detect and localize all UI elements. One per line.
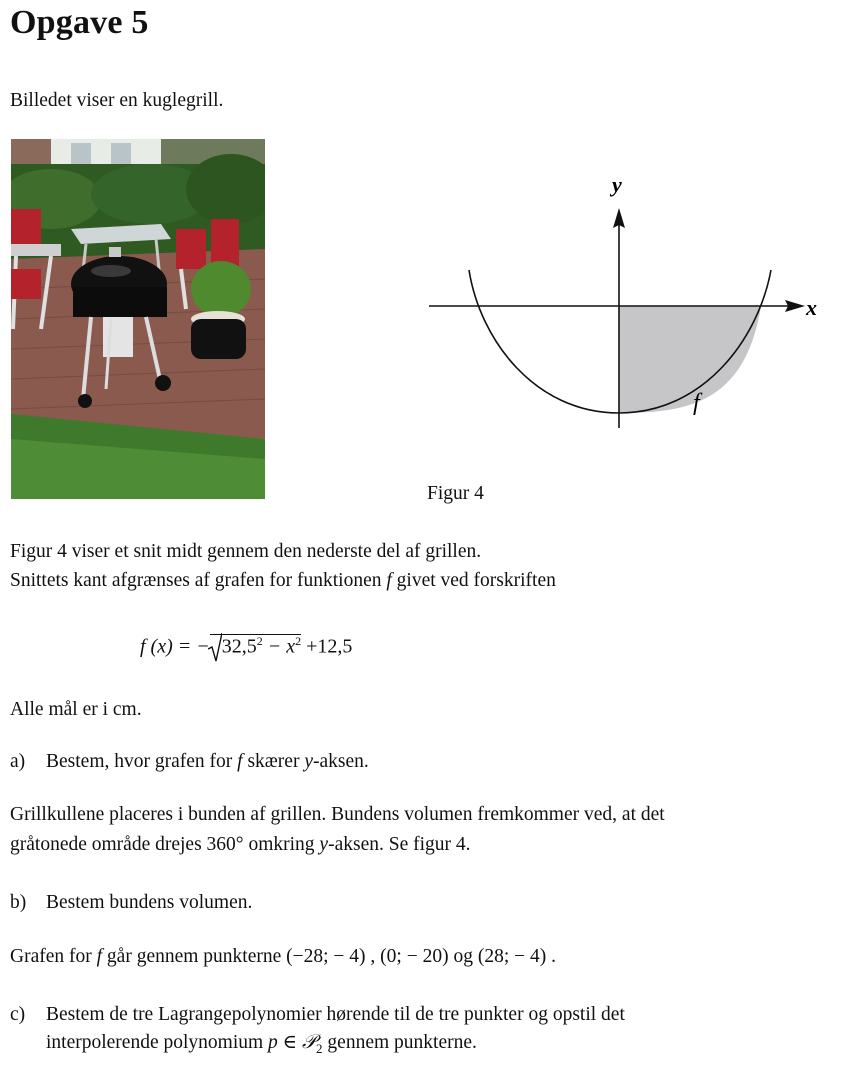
question-a: a) Bestem, hvor grafen for f skærer y-aksen. — [10, 751, 369, 772]
shaded-region — [619, 306, 761, 413]
question-c-line1: c) Bestem de tre Lagrangepolynomier hørende til de tre punkter og opstil det — [10, 1004, 625, 1025]
x-axis-arrow — [785, 300, 805, 312]
question-c-line2: interpolerende polynomium p ∈ 𝒫$_2$ gennem punkterne. — [46, 1032, 477, 1056]
page-title: Opgave 5 — [10, 4, 149, 41]
figure-caption: Figur 4 — [427, 483, 484, 504]
paragraph3: Grafen for f går gennem punkterne (−28; − 4) , (0; − 20) og (28; − 4) . — [10, 946, 556, 967]
figure-4-diagram — [425, 170, 835, 430]
paragraph2-line1: Grillkullene placeres i bunden af grillen. Bundens volumen fremkommer ved, at det — [10, 804, 665, 825]
intro-text: Billedet viser en kuglegrill. — [10, 90, 224, 111]
formula-rhs: +12,5 — [301, 635, 353, 658]
units-note: Alle mål er i cm. — [10, 699, 142, 720]
figure-4-svg — [425, 170, 835, 430]
formula-sqrt: $32,5^2 - x^2$ — [210, 634, 301, 659]
formula — [140, 634, 352, 659]
paragraph1-line2: Snittets kant afgrænses af grafen for funktionen f givet ved forskriften — [10, 570, 556, 591]
question-b: b) Bestem bundens volumen. — [10, 892, 253, 913]
x-axis-label: x — [806, 295, 817, 320]
paragraph2-line2: gråtonede område drejes 360° omkring y-aksen. Se figur 4. — [10, 834, 471, 855]
y-axis-label: y — [612, 172, 622, 197]
paragraph1-line1: Figur 4 viser et snit midt gennem den nederste del af grillen. — [10, 541, 482, 562]
curve-label: f — [693, 390, 700, 416]
kettle-grill-photo — [11, 139, 265, 499]
y-axis-arrow — [613, 208, 625, 228]
formula-lhs: f (x) = − — [140, 635, 210, 658]
